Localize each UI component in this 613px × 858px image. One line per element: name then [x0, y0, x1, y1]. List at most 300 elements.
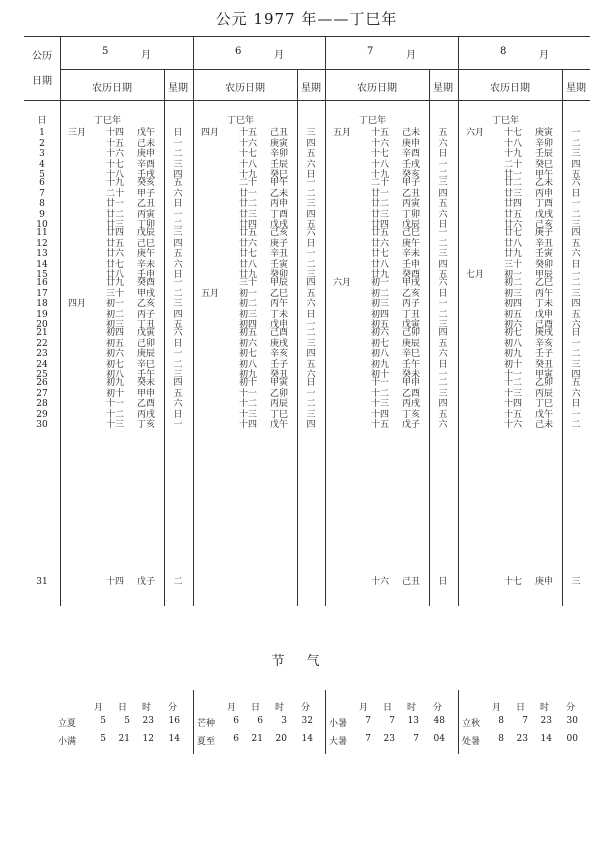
weekday: 日	[306, 170, 316, 180]
lunar-day: 三十	[239, 278, 258, 288]
lunar-day: 初三	[106, 320, 125, 330]
weekday: 四	[173, 238, 183, 249]
weekday: 二	[306, 399, 316, 409]
ganzhi: 己丑	[402, 577, 421, 587]
day-number: 3	[39, 149, 45, 159]
weekday: 六	[438, 138, 448, 149]
jieqi-value: 20	[275, 734, 287, 744]
weekday: 二	[173, 220, 183, 230]
lunar-day: 十八	[106, 170, 125, 180]
weekday: 四	[571, 370, 581, 380]
ganzhi: 癸丑	[535, 359, 554, 370]
jieqi-name: 处暑	[462, 737, 481, 747]
ganzhi: 乙卯	[270, 388, 289, 399]
lunar-day: 初一	[239, 288, 258, 299]
lunar-day: 初十	[371, 370, 390, 380]
lunar-day: 十二	[239, 399, 258, 409]
gongli-label: 公历	[32, 51, 52, 62]
jieqi-value: 23	[540, 716, 552, 726]
ganzhi: 乙卯	[535, 378, 554, 388]
weekday: 三	[306, 199, 316, 209]
month-number: 8	[500, 46, 507, 57]
lunar-day: 初十	[239, 378, 258, 388]
ganzhi: 壬寅	[270, 259, 289, 270]
jieqi-col-header: 日	[516, 703, 526, 713]
lunar-day: 初四	[504, 299, 523, 309]
day-number: 6	[39, 178, 45, 188]
lunar-day: 廿七	[504, 228, 523, 238]
ganzhi: 辛亥	[535, 338, 554, 349]
weekday: 二	[173, 288, 183, 299]
ganzhi: 乙巳	[270, 288, 289, 299]
ganzhi: 乙丑	[137, 199, 156, 209]
ganzhi: 丙子	[137, 309, 156, 320]
weekday: 二	[173, 577, 183, 587]
day-number: 22	[36, 338, 48, 349]
weekday: 三	[173, 299, 183, 309]
day-number: 10	[36, 220, 48, 230]
lunar-day: 十二	[371, 388, 390, 399]
ganzhi: 丁丑	[137, 320, 156, 330]
lunar-day: 廿六	[239, 238, 258, 249]
lunar-day: 初五	[371, 320, 390, 330]
lunar-day: 廿二	[371, 199, 390, 209]
ganzhi: 庚戌	[270, 338, 289, 349]
weekday: 四	[306, 278, 316, 288]
weekday: 一	[571, 270, 581, 280]
ganzhi: 壬午	[402, 359, 421, 370]
day-number: 31	[36, 577, 48, 587]
jieqi-title: 节气	[271, 654, 342, 669]
lunar-day: 初四	[371, 309, 390, 320]
ganzhi: 庚辰	[137, 349, 156, 359]
jieqi-col-header: 分	[301, 703, 311, 713]
weekday: 一	[438, 370, 448, 380]
ganzhi: 庚戌	[535, 328, 554, 338]
weekday: 二	[173, 359, 183, 370]
ganzhi: 庚寅	[270, 138, 289, 149]
weekday: 六	[571, 320, 581, 330]
jieqi-col-header: 月	[492, 703, 502, 713]
ganzhi: 辛丑	[535, 238, 554, 249]
weekday: 五	[173, 249, 183, 259]
month-unit: 月	[141, 50, 151, 61]
riqi-label: 日期	[32, 76, 52, 87]
weekday: 四	[571, 159, 581, 170]
weekday: 六	[306, 159, 316, 170]
ganzhi: 戊子	[137, 577, 156, 587]
ganzhi: 戊子	[402, 420, 421, 430]
lunar-day: 十八	[371, 159, 390, 170]
weekday: 五	[571, 238, 581, 249]
ganzhi: 戊午	[270, 420, 289, 430]
lunar-day: 十七	[504, 577, 523, 587]
day-number: 5	[39, 170, 45, 180]
weekday: 三	[173, 370, 183, 380]
ganzhi: 丁亥	[402, 409, 421, 420]
ganzhi: 庚寅	[535, 128, 554, 138]
ganzhi: 庚子	[535, 228, 554, 238]
jieqi-value: 12	[142, 734, 154, 744]
weekday: 四	[571, 299, 581, 309]
lunar-day: 初九	[239, 370, 258, 380]
weekday: 四	[306, 420, 316, 430]
block-divider	[60, 36, 61, 606]
ganzhi: 壬午	[137, 370, 156, 380]
ganzhi: 壬辰	[270, 159, 289, 170]
day-number: 21	[36, 328, 48, 338]
jieqi-col-header: 时	[142, 703, 152, 713]
lunar-day: 廿一	[106, 199, 125, 209]
lunar-day: 十三	[371, 399, 390, 409]
day-number: 2	[39, 138, 45, 149]
weekday: 五	[306, 149, 316, 159]
lunar-year-label: 丁巳年	[492, 116, 520, 126]
lunar-day: 初七	[239, 349, 258, 359]
jieqi-value: 14	[301, 734, 313, 744]
weekday: 三	[306, 338, 316, 349]
ganzhi: 甲寅	[535, 370, 554, 380]
weekday: 二	[571, 349, 581, 359]
lunar-day: 十四	[106, 128, 125, 138]
jieqi-value: 8	[498, 716, 504, 726]
lunar-day: 初十	[504, 359, 523, 370]
ganzhi: 辛未	[137, 259, 156, 270]
weekday: 日	[571, 259, 581, 270]
weekday: 日	[438, 220, 448, 230]
lunar-day: 初一	[371, 278, 390, 288]
ganzhi: 壬申	[402, 259, 421, 270]
weekday: 日	[173, 270, 183, 280]
ganzhi: 己巳	[137, 238, 156, 249]
lunar-day: 二十	[371, 178, 390, 188]
lunar-day: 初五	[504, 309, 523, 320]
weekday: 一	[571, 338, 581, 349]
jieqi-value: 14	[168, 734, 180, 744]
ganzhi: 甲辰	[270, 278, 289, 288]
lunar-day: 十九	[239, 170, 258, 180]
weekday: 一	[306, 249, 316, 259]
jieqi-divider	[458, 690, 459, 754]
jieqi-value: 14	[540, 734, 552, 744]
lunar-day: 廿九	[504, 249, 523, 259]
ganzhi: 乙亥	[137, 299, 156, 309]
jieqi-value: 7	[522, 716, 528, 726]
nongli-header: 农历日期	[357, 83, 397, 94]
jieqi-value: 6	[233, 734, 239, 744]
jieqi-value: 23	[516, 734, 528, 744]
ganzhi: 癸巳	[535, 159, 554, 170]
ganzhi: 庚申	[535, 577, 554, 587]
nongli-header: 农历日期	[92, 83, 132, 94]
ganzhi: 己未	[535, 420, 554, 430]
ganzhi: 乙酉	[402, 388, 421, 399]
jieqi-value: 30	[566, 716, 578, 726]
ganzhi: 丁丑	[402, 309, 421, 320]
weekday: 五	[173, 320, 183, 330]
block-divider	[458, 36, 459, 606]
lunar-day: 廿九	[106, 278, 125, 288]
jieqi-col-header: 时	[540, 703, 550, 713]
weekday: 六	[438, 349, 448, 359]
lunar-day: 初四	[239, 320, 258, 330]
lunar-day: 廿四	[106, 228, 125, 238]
ganzhi: 丙子	[402, 299, 421, 309]
ganzhi: 庚申	[402, 138, 421, 149]
jieqi-name: 夏至	[197, 737, 216, 747]
ganzhi: 丁酉	[535, 199, 554, 209]
jieqi-value: 5	[100, 716, 106, 726]
ganzhi: 壬子	[270, 359, 289, 370]
weekday: 一	[173, 420, 183, 430]
lunar-day: 初三	[504, 288, 523, 299]
ganzhi: 戊戌	[535, 209, 554, 220]
day-number: 13	[36, 249, 48, 259]
lunar-month-label: 七月	[466, 270, 485, 280]
lunar-day: 廿三	[106, 220, 125, 230]
lunar-day: 十五	[106, 138, 125, 149]
weekday: 二	[438, 238, 448, 249]
lunar-day: 二十	[504, 159, 523, 170]
weekday: 一	[306, 320, 316, 330]
lunar-day: 十一	[239, 388, 258, 399]
lunar-day: 廿五	[504, 209, 523, 220]
jieqi-col-header: 月	[227, 703, 237, 713]
lunar-month-label: 五月	[201, 288, 220, 299]
weekday: 五	[438, 409, 448, 420]
jieqi-col-header: 日	[251, 703, 261, 713]
weekday: 四	[173, 170, 183, 180]
ganzhi: 丙戌	[402, 399, 421, 409]
weekday: 日	[173, 338, 183, 349]
ganzhi: 辛酉	[137, 159, 156, 170]
weekday: 三	[306, 128, 316, 138]
day-number: 11	[36, 228, 48, 238]
jieqi-col-header: 分	[566, 703, 576, 713]
weekday: 三	[571, 577, 581, 587]
ganzhi: 己巳	[402, 228, 421, 238]
weekday: 一	[438, 228, 448, 238]
weekday: 二	[571, 209, 581, 220]
ri-label: 日	[37, 116, 47, 126]
jieqi-value: 5	[100, 734, 106, 744]
weekday: 四	[438, 328, 448, 338]
weekday: 日	[571, 188, 581, 199]
ganzhi: 癸巳	[270, 170, 289, 180]
lunar-day: 廿四	[239, 220, 258, 230]
weekday: 四	[173, 378, 183, 388]
ganzhi: 癸未	[402, 370, 421, 380]
lunar-day: 十九	[504, 149, 523, 159]
weekday: 一	[306, 388, 316, 399]
weekday: 日	[438, 359, 448, 370]
lunar-day: 廿三	[504, 188, 523, 199]
weekday: 日	[306, 378, 316, 388]
lunar-day: 三十	[504, 259, 523, 270]
lunar-day: 初三	[371, 299, 390, 309]
ganzhi: 庚午	[137, 249, 156, 259]
lunar-day: 十五	[239, 128, 258, 138]
lunar-day: 十九	[371, 170, 390, 180]
weekday: 六	[173, 399, 183, 409]
weekday: 四	[173, 309, 183, 320]
weekday: 三	[306, 270, 316, 280]
jieqi-value: 7	[413, 734, 419, 744]
month-number: 5	[102, 46, 109, 57]
jieqi-value: 3	[281, 716, 287, 726]
weekday: 五	[438, 270, 448, 280]
ganzhi: 辛巳	[137, 359, 156, 370]
weekday: 三	[571, 288, 581, 299]
ganzhi: 癸亥	[137, 178, 156, 188]
weekday: 一	[571, 409, 581, 420]
header-bottom-rule	[24, 100, 590, 101]
ganzhi: 壬戌	[402, 159, 421, 170]
ganzhi: 癸亥	[402, 170, 421, 180]
lunar-day: 廿八	[371, 259, 390, 270]
day-number: 15	[36, 270, 48, 280]
ganzhi: 辛丑	[270, 249, 289, 259]
ganzhi: 丙午	[270, 299, 289, 309]
weekday: 六	[306, 228, 316, 238]
lunar-day: 初六	[239, 338, 258, 349]
weekday: 日	[306, 309, 316, 320]
weekday: 三	[173, 159, 183, 170]
ganzhi: 癸丑	[270, 370, 289, 380]
ganzhi: 甲子	[402, 178, 421, 188]
day-number: 25	[36, 370, 48, 380]
jieqi-value: 23	[142, 716, 154, 726]
day-number: 23	[36, 349, 48, 359]
weekday: 五	[571, 170, 581, 180]
weekday: 六	[438, 209, 448, 220]
xingqi-header: 星期	[566, 83, 586, 94]
ganzhi: 甲子	[137, 188, 156, 199]
lunar-day: 廿八	[106, 270, 125, 280]
day-number: 14	[36, 259, 48, 270]
ganzhi: 庚辰	[402, 338, 421, 349]
jieqi-value: 23	[383, 734, 395, 744]
ganzhi: 乙丑	[402, 188, 421, 199]
weekday: 日	[571, 328, 581, 338]
lunar-day: 十三	[106, 420, 125, 430]
day-number: 4	[39, 159, 45, 170]
block-divider	[325, 36, 326, 606]
weekday: 四	[438, 259, 448, 270]
lunar-day: 廿三	[239, 209, 258, 220]
weekday: 日	[173, 128, 183, 138]
lunar-day: 初五	[239, 328, 258, 338]
jieqi-name: 小暑	[329, 719, 348, 729]
jieqi-col-header: 月	[94, 703, 104, 713]
ganzhi: 戊午	[137, 128, 156, 138]
day-number: 24	[36, 359, 48, 370]
lunar-day: 廿二	[239, 199, 258, 209]
jieqi-col-header: 分	[168, 703, 178, 713]
lunar-month-label: 六月	[333, 278, 352, 288]
jieqi-col-header: 月	[359, 703, 369, 713]
day-number: 20	[36, 320, 48, 330]
weekday: 一	[571, 199, 581, 209]
day-number: 12	[36, 238, 48, 249]
weekday: 四	[571, 228, 581, 238]
jieqi-value: 13	[407, 716, 419, 726]
day-number: 19	[36, 309, 48, 320]
ganzhi: 己亥	[535, 220, 554, 230]
lunar-day: 十二	[504, 378, 523, 388]
weekday: 三	[173, 228, 183, 238]
month-number: 6	[235, 46, 242, 57]
weekday: 日	[438, 288, 448, 299]
block-divider	[193, 36, 194, 606]
weekday: 四	[306, 349, 316, 359]
weekday: 六	[173, 188, 183, 199]
weekday: 五	[438, 338, 448, 349]
ganzhi: 甲申	[137, 388, 156, 399]
day-number: 28	[36, 399, 48, 409]
lunar-day: 初二	[239, 299, 258, 309]
month-unit: 月	[274, 50, 284, 61]
lunar-day: 十一	[106, 399, 125, 409]
ganzhi: 甲午	[535, 170, 554, 180]
jieqi-value: 7	[365, 716, 371, 726]
day-number: 17	[36, 288, 48, 299]
ganzhi: 乙未	[270, 188, 289, 199]
jieqi-col-header: 分	[433, 703, 443, 713]
weekday: 六	[173, 259, 183, 270]
ganzhi: 己亥	[270, 228, 289, 238]
ganzhi: 壬子	[535, 349, 554, 359]
day-number: 7	[39, 188, 45, 199]
day-number: 8	[39, 199, 45, 209]
ganzhi: 乙酉	[137, 399, 156, 409]
lunar-day: 初八	[239, 359, 258, 370]
ganzhi: 戊戌	[270, 220, 289, 230]
jieqi-value: 5	[124, 716, 130, 726]
lunar-day: 初一	[106, 299, 125, 309]
lunar-month-label: 四月	[68, 299, 87, 309]
weekday: 日	[173, 409, 183, 420]
ganzhi: 戊辰	[137, 228, 156, 238]
weekday: 二	[571, 138, 581, 149]
lunar-day: 初七	[106, 359, 125, 370]
ganzhi: 庚申	[137, 149, 156, 159]
ganzhi: 丙辰	[535, 388, 554, 399]
lunar-day: 初六	[106, 349, 125, 359]
ganzhi: 戊午	[535, 409, 554, 420]
jieqi-name: 立秋	[462, 719, 481, 729]
jieqi-name: 小满	[58, 737, 77, 747]
lunar-day: 廿五	[371, 228, 390, 238]
lunar-day: 廿四	[504, 199, 523, 209]
ganzhi: 丁卯	[402, 209, 421, 220]
month-unit: 月	[539, 50, 549, 61]
ganzhi: 辛卯	[535, 138, 554, 149]
lunar-day: 初八	[106, 370, 125, 380]
lunar-day: 廿九	[371, 270, 390, 280]
lunar-day: 初四	[106, 328, 125, 338]
ganzhi: 戊寅	[137, 328, 156, 338]
jieqi-name: 立夏	[58, 719, 77, 729]
lunar-day: 廿七	[106, 259, 125, 270]
lunar-year-label: 丁巳年	[359, 116, 387, 126]
ganzhi: 癸未	[137, 378, 156, 388]
ganzhi: 乙巳	[535, 278, 554, 288]
lunar-day: 初三	[239, 309, 258, 320]
weekday: 五	[438, 199, 448, 209]
jieqi-value: 16	[168, 716, 180, 726]
lunar-day: 廿八	[239, 259, 258, 270]
